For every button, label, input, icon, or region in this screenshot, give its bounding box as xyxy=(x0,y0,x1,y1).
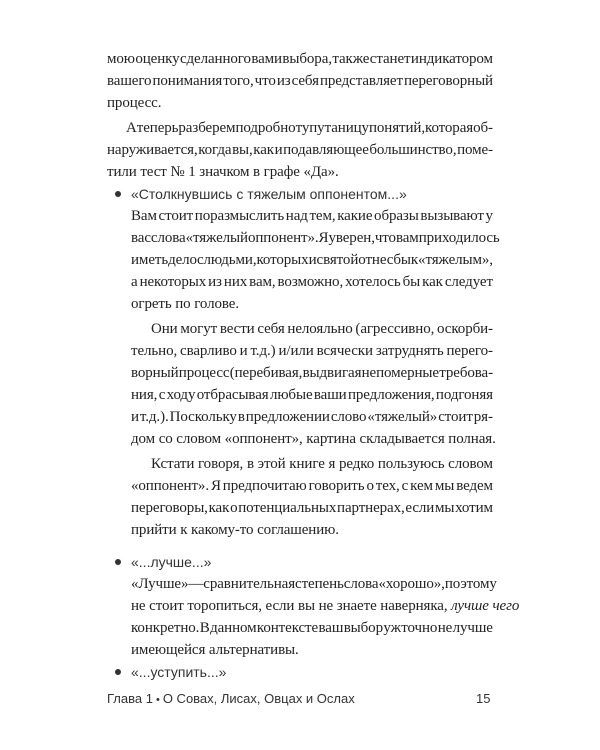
word: т.д.) xyxy=(250,343,276,359)
word: бы xyxy=(393,252,411,268)
word: (агрессивно, xyxy=(355,321,435,337)
word: т.д.). xyxy=(139,409,169,425)
word: какие xyxy=(337,208,373,224)
word: этой xyxy=(257,456,286,472)
word: образы xyxy=(374,208,419,224)
word: процесс xyxy=(178,365,230,381)
word: говоря, xyxy=(198,456,244,472)
word: ведем xyxy=(456,478,493,494)
word: «Лучше» xyxy=(131,576,189,592)
word: что xyxy=(254,73,276,89)
intro-line xyxy=(107,71,493,91)
word: сделанного xyxy=(179,51,251,67)
word: в xyxy=(246,456,254,472)
word: словом xyxy=(448,456,493,472)
word: дело xyxy=(168,252,197,268)
word: к xyxy=(410,252,419,268)
word: разберем xyxy=(178,120,236,136)
intro-line: процесс. xyxy=(107,95,162,111)
word: Я xyxy=(210,478,221,494)
word: ту xyxy=(295,120,310,136)
word: также xyxy=(332,51,370,67)
word: и xyxy=(274,142,283,158)
word: поэтому xyxy=(444,576,497,592)
word: если xyxy=(405,500,435,516)
word: слова xyxy=(343,576,379,592)
word: «тяжелый» xyxy=(367,409,438,425)
word: «тяжелым», xyxy=(418,252,493,268)
word: данном xyxy=(210,620,257,636)
word: предпочитаю xyxy=(222,478,307,494)
word: тех, xyxy=(375,478,400,494)
word: конкретно. xyxy=(131,620,200,636)
word: вам xyxy=(395,230,419,246)
item-line xyxy=(131,272,493,292)
word: понимания xyxy=(152,73,223,89)
word: над xyxy=(285,208,308,224)
item-line xyxy=(131,250,493,270)
emphasis-text: лучше чего xyxy=(451,598,520,614)
word: у xyxy=(485,208,493,224)
word: поразмыслить xyxy=(194,208,285,224)
item-line xyxy=(131,206,493,226)
intro-line xyxy=(126,118,493,138)
word: о xyxy=(366,478,374,494)
item-title: «...лучше...» xyxy=(131,554,212,570)
word: когда xyxy=(198,142,232,158)
word: которых xyxy=(256,252,309,268)
word: оскорби- xyxy=(437,321,493,337)
word: отбрасывая xyxy=(196,387,269,403)
word: требова- xyxy=(439,365,493,381)
word: них xyxy=(223,274,248,290)
word: с xyxy=(401,478,409,494)
chapter-label: Глава 1 xyxy=(107,691,153,706)
word: стоит xyxy=(158,208,194,224)
word: как xyxy=(422,274,443,290)
item-line: не стоит торопиться, если вы не знаете наверняка, лучше чего xyxy=(131,598,520,614)
word: вашего xyxy=(107,73,152,89)
word: предложении xyxy=(245,409,330,425)
bullet-icon xyxy=(115,191,121,197)
word: с xyxy=(196,252,204,268)
word: иметь xyxy=(131,252,169,268)
item-line xyxy=(131,574,497,594)
word: и/или xyxy=(278,343,314,359)
word: книге xyxy=(289,456,325,472)
word: вызывают xyxy=(420,208,484,224)
word: (перебивая, xyxy=(229,365,303,381)
word: ходу xyxy=(166,387,196,403)
word: выдвигая xyxy=(302,365,362,381)
word: контексте xyxy=(256,620,319,636)
item-line xyxy=(131,476,493,496)
item-line xyxy=(131,498,493,518)
word: переговоры, xyxy=(131,500,208,516)
word: ваш xyxy=(318,620,344,636)
intro-line: тили тест № 1 значком в графе «Да». xyxy=(107,164,339,180)
item-line xyxy=(131,407,493,427)
word: об- xyxy=(473,120,493,136)
word: понятий, xyxy=(368,120,425,136)
intro-line xyxy=(107,49,493,69)
item-title: «Столкнувшись с тяжелым оппонентом...» xyxy=(131,186,407,202)
word: индикатором xyxy=(410,51,493,67)
word: людьми, xyxy=(203,252,257,268)
word: мы xyxy=(434,500,455,516)
word: подавляющее xyxy=(283,142,369,158)
word: пользуюсь xyxy=(377,456,445,472)
word: редко xyxy=(339,456,375,472)
word: предложения, xyxy=(347,387,435,403)
item-line xyxy=(131,341,493,361)
word: сварливо xyxy=(180,343,237,359)
item-line: огреть по голове. xyxy=(131,296,240,312)
word: вами xyxy=(251,51,282,67)
item-line: дом со словом «оппонент», картина складывается полная. xyxy=(131,431,496,447)
word: ния, xyxy=(131,387,158,403)
word: вести xyxy=(219,321,255,337)
word: хотелось xyxy=(345,274,401,290)
word: мою xyxy=(107,51,135,67)
word: перего- xyxy=(446,343,493,359)
word: — xyxy=(188,576,204,592)
word: приходилось xyxy=(418,230,500,246)
word: Они xyxy=(151,321,178,337)
word: подробно xyxy=(235,120,296,136)
item-line: прийти к какому-то соглашению. xyxy=(131,522,339,538)
word: точно xyxy=(401,620,438,636)
word: уж xyxy=(383,620,401,636)
word: оппонент». xyxy=(247,230,319,246)
word: кем xyxy=(410,478,433,494)
word: Я xyxy=(318,230,329,246)
word: и xyxy=(308,252,317,268)
word: В xyxy=(199,620,210,636)
word: потенциальных xyxy=(238,500,337,516)
word: стоит xyxy=(438,409,473,425)
word: а xyxy=(131,274,138,290)
word: непомерные xyxy=(361,365,439,381)
word: выбора, xyxy=(282,51,332,67)
word: о xyxy=(230,500,238,516)
word: тем, xyxy=(309,208,336,224)
item-line xyxy=(131,618,493,638)
word: наруживается, xyxy=(107,142,198,158)
word: уверен, xyxy=(328,230,375,246)
word: и xyxy=(239,343,248,359)
word: хотим xyxy=(455,500,493,516)
word: вам, xyxy=(249,274,276,290)
word: из xyxy=(276,73,291,89)
word: возможно, xyxy=(277,274,344,290)
word: затруднять xyxy=(375,343,444,359)
word: поме- xyxy=(457,142,493,158)
word: лучше xyxy=(452,620,493,636)
word: Кстати xyxy=(151,456,195,472)
word: некоторых xyxy=(139,274,207,290)
item-title: «...уступить...» xyxy=(131,664,227,680)
word: Поскольку xyxy=(169,409,237,425)
item-line xyxy=(151,454,493,474)
word: всячески xyxy=(316,343,373,359)
word: ворный xyxy=(131,365,179,381)
word: представляет xyxy=(319,73,403,89)
word: мы xyxy=(434,478,455,494)
chapter-title: О Совах, Лисах, Овцах и Ослах xyxy=(162,691,355,706)
page-footer xyxy=(107,691,355,706)
word: «хорошо», xyxy=(378,576,445,592)
separator-dot: • xyxy=(155,694,160,706)
word: святой xyxy=(316,252,359,268)
word: любые xyxy=(269,387,313,403)
word: степень xyxy=(295,576,344,592)
word: я xyxy=(328,456,336,472)
word: как xyxy=(208,500,230,516)
word: подгоняя xyxy=(435,387,493,403)
word: не xyxy=(437,620,453,636)
word: «оппонент». xyxy=(131,478,209,494)
word: с xyxy=(158,387,166,403)
item-line xyxy=(131,385,493,405)
word: А xyxy=(126,120,137,136)
word: партнерах, xyxy=(337,500,405,516)
word: себя xyxy=(257,321,285,337)
word: слово xyxy=(330,409,367,425)
word: могут xyxy=(180,321,218,337)
word: бы xyxy=(402,274,421,290)
word: говорить xyxy=(308,478,365,494)
word: как xyxy=(253,142,274,158)
word: сравнительная xyxy=(203,576,296,592)
bullet-icon xyxy=(115,559,121,565)
word: которая xyxy=(425,120,474,136)
word: большинство, xyxy=(369,142,457,158)
word: путаницу xyxy=(309,120,369,136)
word: «тяжелый xyxy=(185,230,248,246)
word: слова xyxy=(150,230,186,246)
word: вы, xyxy=(232,142,253,158)
word: в xyxy=(237,409,245,425)
word: теперь xyxy=(136,120,179,136)
word: переговорный xyxy=(403,73,493,89)
page-number: 15 xyxy=(476,691,491,706)
word: и xyxy=(131,409,139,425)
word: тельно, xyxy=(131,343,178,359)
word: отнес xyxy=(358,252,394,268)
word: оценку xyxy=(135,51,180,67)
word: себя xyxy=(291,73,319,89)
item-line: имеющейся альтернативы. xyxy=(131,642,299,658)
word: ря- xyxy=(473,409,493,425)
word: ваши xyxy=(313,387,347,403)
word: того, xyxy=(223,73,254,89)
word: из xyxy=(208,274,222,290)
intro-line xyxy=(107,140,493,160)
word: Вам xyxy=(131,208,157,224)
word: вас xyxy=(131,230,151,246)
word: нелояльно xyxy=(287,321,353,337)
item-line xyxy=(131,363,493,383)
word: что xyxy=(374,230,396,246)
item-line xyxy=(131,228,500,248)
word: следует xyxy=(444,274,493,290)
word: выбор xyxy=(343,620,383,636)
item-line xyxy=(151,319,493,339)
word: станет xyxy=(369,51,411,67)
